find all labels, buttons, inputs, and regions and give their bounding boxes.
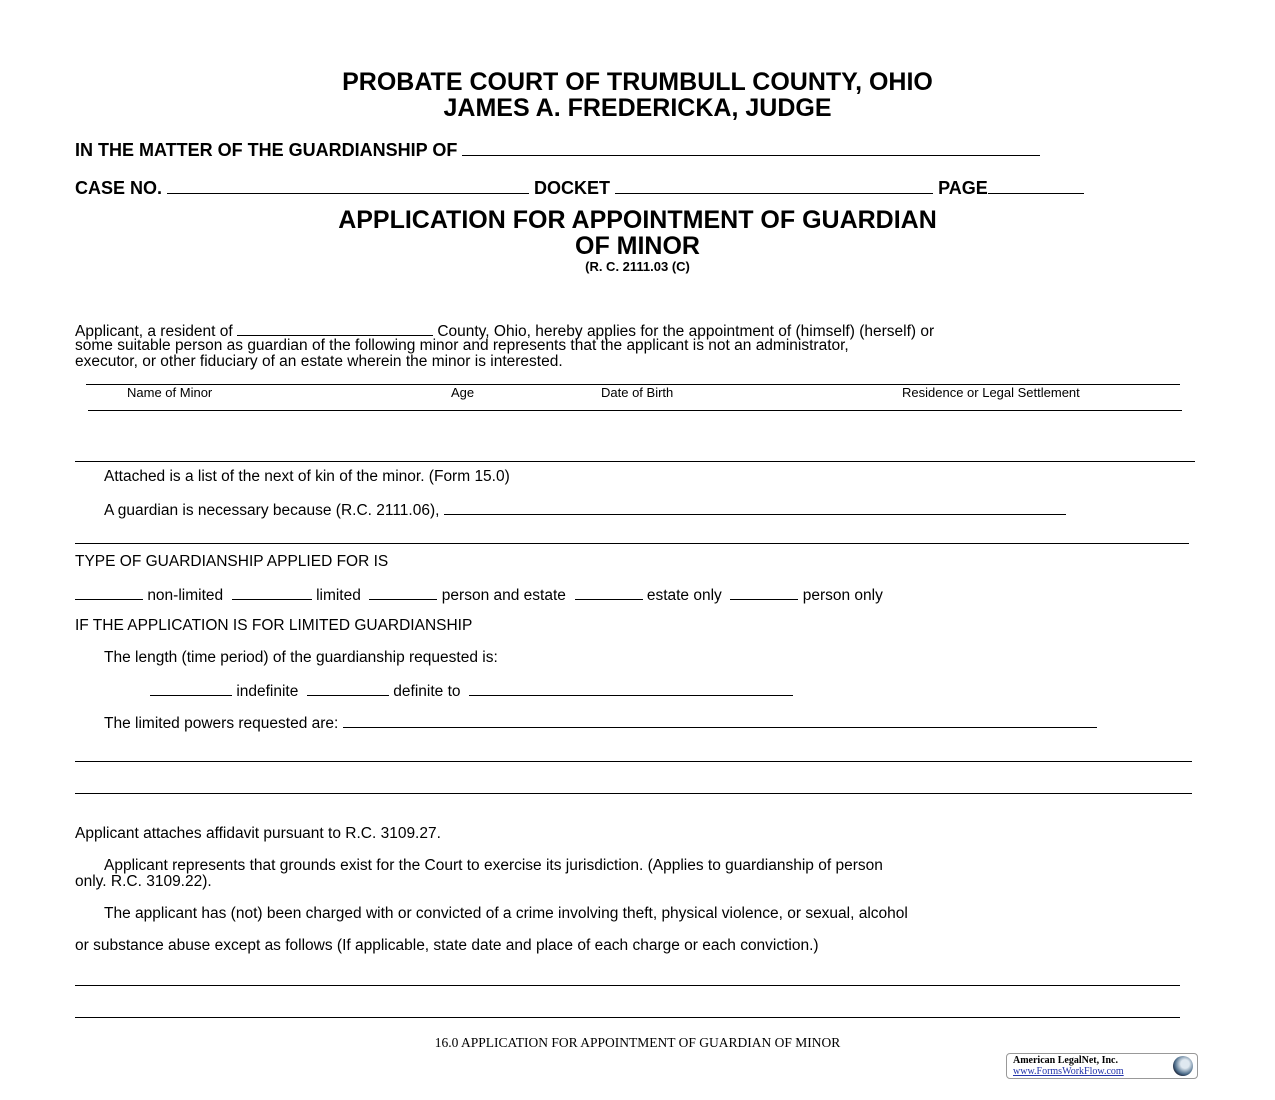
necessary-blank[interactable] xyxy=(444,500,1066,515)
logo-name: American LegalNet, Inc. xyxy=(1013,1055,1118,1066)
judge-name: JAMES A. FREDERICKA, JUDGE xyxy=(443,94,832,122)
american-legalnet-logo[interactable] xyxy=(1006,1053,1198,1079)
court-name: PROBATE COURT OF TRUMBULL COUNTY, OHIO xyxy=(342,68,933,96)
type-person-only: person only xyxy=(802,587,883,604)
powers-label: The limited powers requested are: xyxy=(104,715,339,732)
footer-form-title: 16.0 APPLICATION FOR APPOINTMENT OF GUARDIAN OF MINOR xyxy=(434,1035,841,1050)
page-label: PAGE xyxy=(938,178,988,198)
length-options xyxy=(150,681,793,701)
form-title-1: APPLICATION FOR APPOINTMENT OF GUARDIAN xyxy=(338,206,937,234)
intro-text: Applicant, a resident of xyxy=(75,323,233,340)
powers-blank-3[interactable] xyxy=(75,793,1192,794)
type-person-estate: person and estate xyxy=(441,587,566,604)
indefinite-blank[interactable] xyxy=(150,681,232,696)
col-age: Age xyxy=(451,385,475,400)
case-label: CASE NO. xyxy=(75,178,163,198)
necessary-blank-2[interactable] xyxy=(75,543,1189,544)
matter-label: IN THE MATTER OF THE GUARDIANSHIP OF xyxy=(75,140,458,160)
logo-url[interactable]: www.FormsWorkFlow.com xyxy=(1013,1066,1124,1077)
globe-icon xyxy=(1173,1056,1193,1076)
docket-label: DOCKET xyxy=(534,178,611,198)
person-estate-blank[interactable] xyxy=(369,585,437,600)
case-blank[interactable] xyxy=(167,179,529,194)
intro-text: County, Ohio, hereby applies for the appointment of (himself) (herself) or xyxy=(437,323,935,340)
docket-blank[interactable] xyxy=(615,179,933,194)
matter-field xyxy=(75,140,1040,161)
type-options xyxy=(75,585,883,605)
affidavit-statement: Applicant attaches affidavit pursuant to R.C. 3109.27. xyxy=(75,825,441,842)
necessary-text: A guardian is necessary because (R.C. 2111.06), xyxy=(104,502,440,519)
powers-blank[interactable] xyxy=(343,713,1097,728)
crime-blank-2[interactable] xyxy=(75,1017,1180,1018)
crime-line-1: The applicant has (not) been charged with or convicted of a crime involving theft, physical violence, or sexual, alcohol xyxy=(104,905,908,922)
necessary-line xyxy=(104,500,1066,520)
intro-line-3: executor, or other fiduciary of an estate wherein the minor is interested. xyxy=(75,353,563,370)
type-estate-only: estate only xyxy=(646,587,722,604)
estate-only-blank[interactable] xyxy=(575,585,643,600)
nonlimited-blank[interactable] xyxy=(75,585,143,600)
col-residence: Residence or Legal Settlement xyxy=(902,385,1080,400)
type-limited: limited xyxy=(316,587,361,604)
case-row xyxy=(75,178,1084,199)
county-blank[interactable] xyxy=(237,321,433,336)
person-only-blank[interactable] xyxy=(730,585,798,600)
indefinite-label: indefinite xyxy=(236,683,299,700)
definite-label: definite to xyxy=(393,683,461,700)
type-nonlimited: non-limited xyxy=(147,587,224,604)
length-label: The length (time period) of the guardianship requested is: xyxy=(104,649,498,666)
powers-line xyxy=(104,713,1097,733)
intro-line-2: some suitable person as guardian of the following minor and represents that the applicant is not an administrator, xyxy=(75,337,849,354)
powers-blank-2[interactable] xyxy=(75,761,1192,762)
grounds-line-2: only. R.C. 3109.22). xyxy=(75,873,212,890)
col-dob: Date of Birth xyxy=(601,385,674,400)
form-title-2: OF MINOR xyxy=(575,232,700,260)
page-blank[interactable] xyxy=(988,179,1084,194)
limited-heading: IF THE APPLICATION IS FOR LIMITED GUARDIANSHIP xyxy=(75,617,473,634)
type-heading: TYPE OF GUARDIANSHIP APPLIED FOR IS xyxy=(75,553,389,570)
definite-blank[interactable] xyxy=(307,681,389,696)
matter-blank[interactable] xyxy=(462,141,1040,156)
limited-blank[interactable] xyxy=(232,585,312,600)
table-row-rule[interactable] xyxy=(88,410,1182,411)
kin-statement: Attached is a list of the next of kin of the minor. (Form 15.0) xyxy=(104,468,510,485)
statute: (R. C. 2111.03 (C) xyxy=(585,259,690,274)
table-bottom-rule[interactable] xyxy=(75,461,1195,462)
crime-line-2: or substance abuse except as follows (If applicable, state date and place of each charge or each conviction.) xyxy=(75,937,819,954)
definite-date-blank[interactable] xyxy=(469,681,793,696)
grounds-line-1: Applicant represents that grounds exist for the Court to exercise its jurisdiction. (Applies to guardianship of person xyxy=(104,857,883,874)
col-name: Name of Minor xyxy=(127,385,213,400)
crime-blank-1[interactable] xyxy=(75,985,1180,986)
